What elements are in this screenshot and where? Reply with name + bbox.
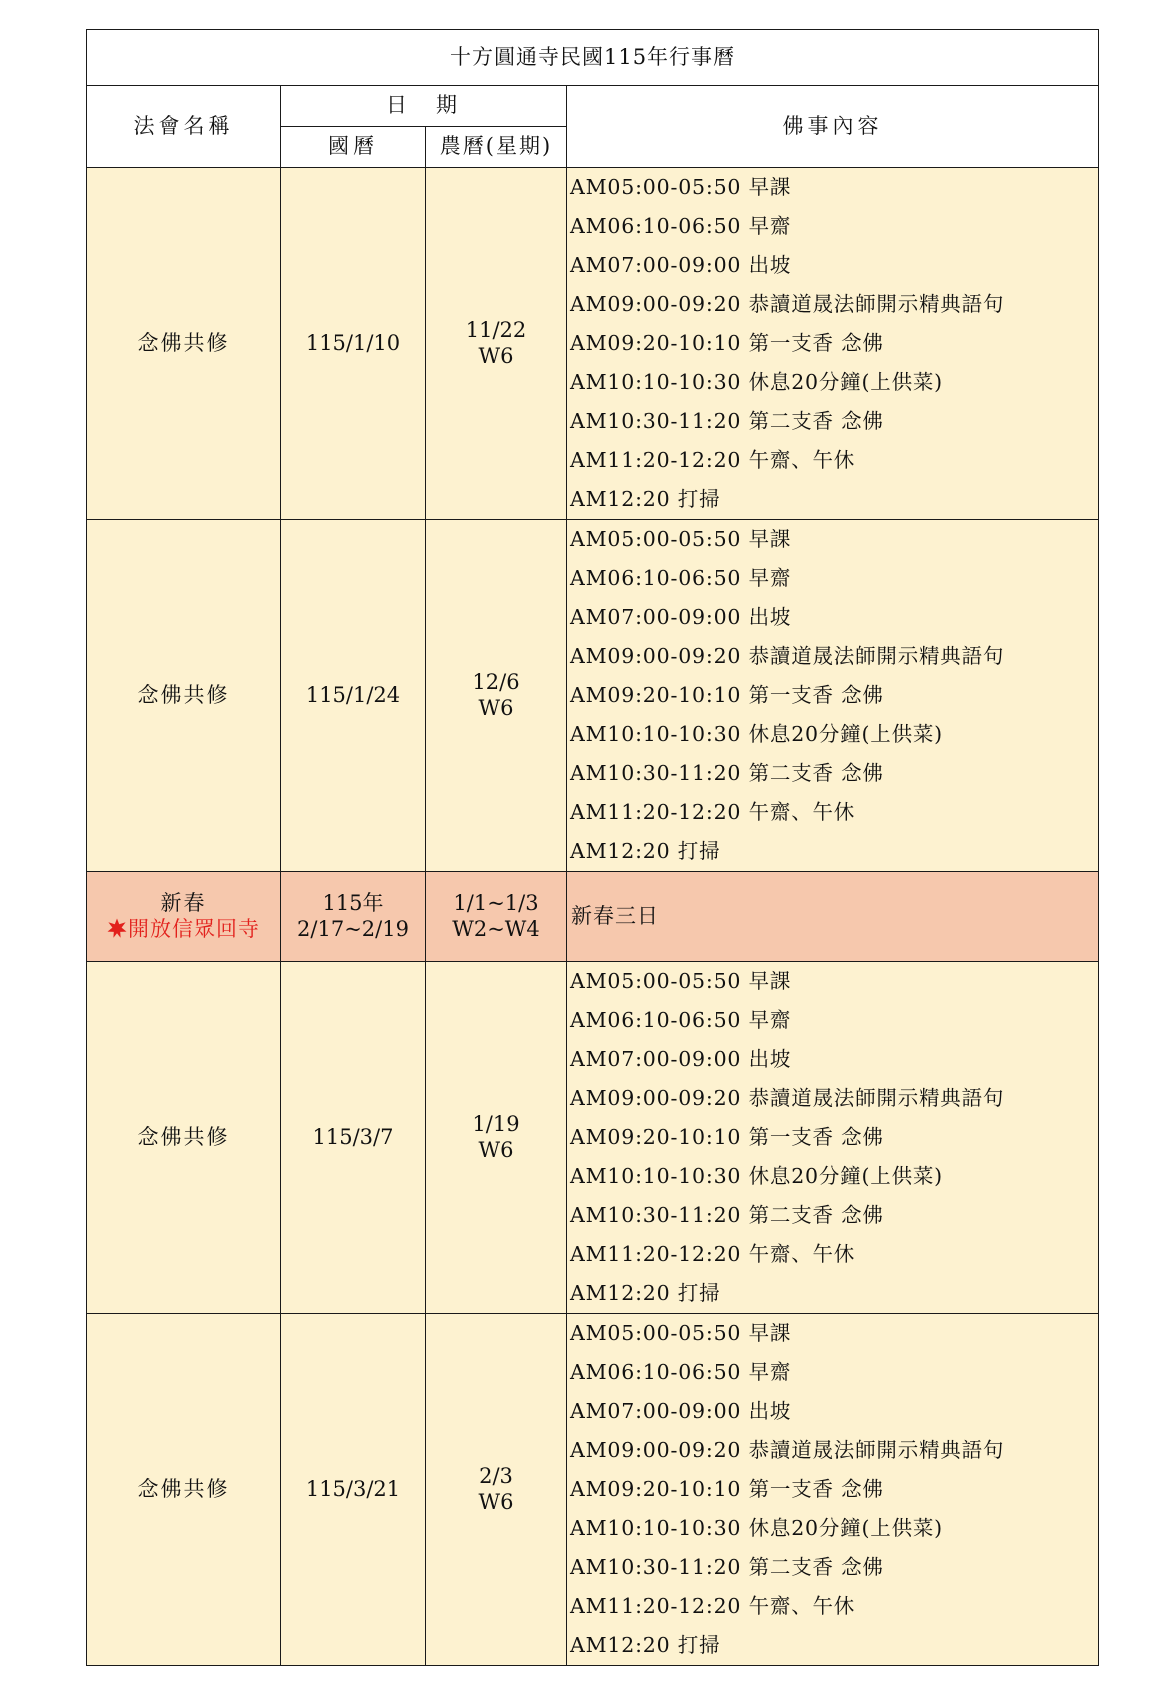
lunar-date-cell [426,168,567,520]
schedule-line: AM09:00-09:20 恭讀道晟法師開示精典語句 [570,1086,1005,1110]
schedule-line: AM12:20 打掃 [570,487,721,511]
lunar-date-cell [426,872,567,962]
lunar-date: 1/1~1/3 [453,891,539,916]
lunar-weekday: W6 [478,1489,514,1514]
header-lunar: 農曆(星期) [426,127,567,168]
schedule-line: AM06:10-06:50 早齋 [570,566,792,590]
lunar-date: 11/22 [465,318,527,343]
schedule-cell [567,962,1099,1314]
table-row [87,520,1099,872]
schedule-line: AM09:00-09:20 恭讀道晟法師開示精典語句 [570,292,1005,316]
lunar-date-cell [426,1314,567,1666]
gregorian-date: 115/1/10 [281,168,426,520]
lunar-date: 1/19 [472,1112,520,1137]
ceremony-name-cell [87,872,281,962]
schedule-line: AM10:30-11:20 第二支香 念佛 [570,1555,884,1579]
schedule-line: AM05:00-05:50 早課 [570,175,792,199]
schedule-line: AM10:10-10:30 休息20分鐘(上供菜) [570,1164,943,1188]
schedule-line: AM09:20-10:10 第一支香 念佛 [570,1477,884,1501]
schedule-line: AM09:20-10:10 第一支香 念佛 [570,683,884,707]
note-text: 開放信眾回寺 [128,916,260,941]
schedule-line: AM11:20-12:20 午齋、午休 [570,800,856,824]
schedule-line: AM09:20-10:10 第一支香 念佛 [570,1125,884,1149]
ceremony-name: 新春 [160,891,207,916]
schedule-line: AM05:00-05:50 早課 [570,1321,792,1345]
schedule-cell [567,520,1099,872]
lunar-weekday: W6 [478,1137,514,1162]
schedule-line: AM09:00-09:20 恭讀道晟法師開示精典語句 [570,1438,1005,1462]
lunar-weekday: W6 [478,695,514,720]
gregorian-date-cell [281,872,426,962]
schedule-line: AM10:10-10:30 休息20分鐘(上供菜) [570,722,943,746]
schedule-line: AM10:30-11:20 第二支香 念佛 [570,409,884,433]
schedule-cell [567,168,1099,520]
schedule-cell [567,1314,1099,1666]
ceremony-name: 念佛共修 [87,520,281,872]
lunar-date-cell [426,962,567,1314]
schedule-line: AM06:10-06:50 早齋 [570,1008,792,1032]
gregorian-date: 115/3/21 [281,1314,426,1666]
event-content: 新春三日 [567,872,1099,962]
schedule-line: AM05:00-05:50 早課 [570,969,792,993]
schedule-line: AM10:30-11:20 第二支香 念佛 [570,761,884,785]
schedule-line: AM07:00-09:00 出坡 [570,1399,792,1423]
lunar-date: 12/6 [472,670,520,695]
schedule-line: AM06:10-06:50 早齋 [570,1360,792,1384]
schedule-line: AM07:00-09:00 出坡 [570,605,792,629]
red-star-icon [107,918,127,938]
schedule-line: AM09:20-10:10 第一支香 念佛 [570,331,884,355]
table-row [87,1314,1099,1666]
open-to-public-note [87,917,280,942]
lunar-date-cell [426,520,567,872]
header-gregorian: 國曆 [281,127,426,168]
table-row-new-year [87,872,1099,962]
schedule-line: AM11:20-12:20 午齋、午休 [570,448,856,472]
lunar-weekday: W6 [478,343,514,368]
schedule-line: AM06:10-06:50 早齋 [570,214,792,238]
header-content: 佛事內容 [567,86,1099,168]
page-title: 十方圓通寺民國115年行事曆 [87,30,1099,86]
lunar-date: 2/3 [479,1464,513,1489]
schedule-line: AM07:00-09:00 出坡 [570,1047,792,1071]
table-row [87,168,1099,520]
gregorian-date: 115/1/24 [281,520,426,872]
schedule-line: AM10:10-10:30 休息20分鐘(上供菜) [570,1516,943,1540]
gregorian-year: 115年 [322,891,384,916]
schedule-line: AM12:20 打掃 [570,839,721,863]
ceremony-name: 念佛共修 [87,168,281,520]
schedule-line: AM05:00-05:50 早課 [570,527,792,551]
schedule-line: AM11:20-12:20 午齋、午休 [570,1594,856,1618]
schedule-line: AM10:30-11:20 第二支香 念佛 [570,1203,884,1227]
calendar-table [86,29,1099,1666]
header-ceremony-name: 法會名稱 [87,86,281,168]
schedule-line: AM07:00-09:00 出坡 [570,253,792,277]
schedule-line: AM12:20 打掃 [570,1633,721,1657]
ceremony-name: 念佛共修 [87,1314,281,1666]
schedule-line: AM11:20-12:20 午齋、午休 [570,1242,856,1266]
gregorian-range: 2/17~2/19 [297,916,409,941]
schedule-line: AM12:20 打掃 [570,1281,721,1305]
lunar-weekday: W2~W4 [452,916,540,941]
table-row [87,962,1099,1314]
ceremony-name: 念佛共修 [87,962,281,1314]
header-date: 日 期 [281,86,567,127]
gregorian-date: 115/3/7 [281,962,426,1314]
schedule-line: AM09:00-09:20 恭讀道晟法師開示精典語句 [570,644,1005,668]
schedule-line: AM10:10-10:30 休息20分鐘(上供菜) [570,370,943,394]
